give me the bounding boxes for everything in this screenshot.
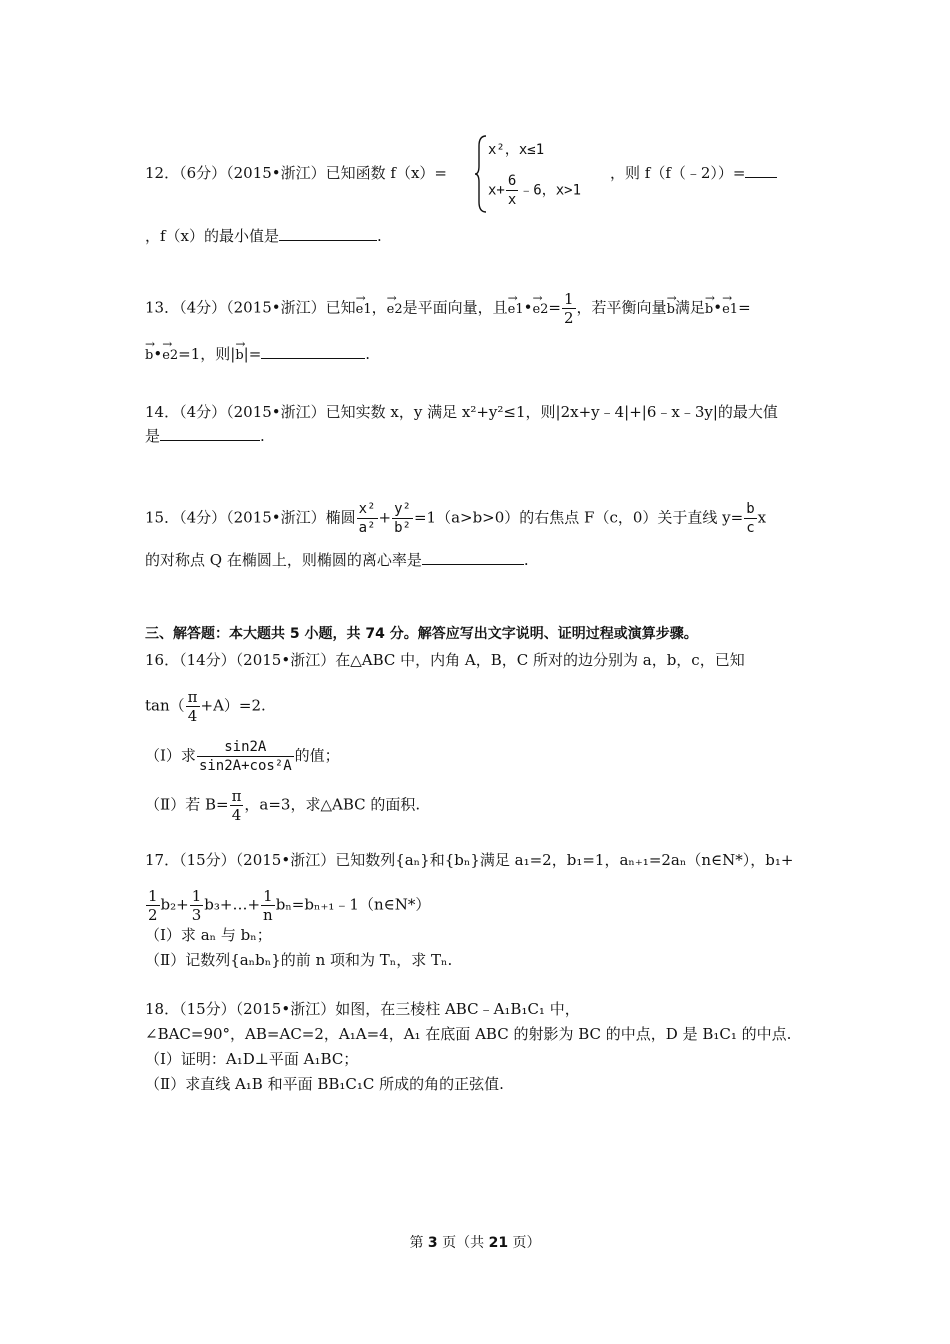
vector-e1: → e1 [356, 294, 372, 320]
vector-b: → b [667, 294, 675, 320]
q18-line1: 18．（15分）（2015•浙江）如图，在三棱柱 ABC﹣A₁B₁C₁ 中， [145, 1000, 580, 1018]
q15-frac-x: $\frac{\text{x²}}{\text{a²}}$ [358, 501, 376, 536]
left-brace-icon [474, 134, 488, 214]
q12-case1: x²，x≤1 [488, 142, 545, 158]
q17-frac-half: $\frac{1}{2}$ [148, 887, 158, 924]
q17-part2: （Ⅱ）记数列{aₙbₙ}的前 n 项和为 Tₙ，求 Tₙ. [145, 951, 453, 969]
q12-case2: x+ $\frac{6}{x}$ ﹣6，x>1 [488, 173, 582, 208]
section-heading: 三、解答题：本大题共 5 小题，共 74 分。解答应写出文字说明、证明过程或演算步骤。 [145, 626, 698, 642]
vector-e2: → e2 [387, 294, 403, 320]
q16-line1: 16．（14分）（2015•浙江）在△ABC 中，内角 A，B，C 所对的边分别为 a，b，c，已知 [145, 651, 745, 669]
answer-blank[interactable] [422, 550, 524, 565]
page-number: 3 [427, 1235, 438, 1251]
q15-line1: 15．（4分）（2015•浙江）椭圆 $\frac{\text{x²}}{\text{a²}}$ + $\frac{\text{y²}}{\text{b²}}$ =1（a>b>0）的右焦点 F（c，0）关于直线 y= $\frac{b}{c}$ x [145, 501, 767, 536]
q16-frac-pi4: $\frac{\pi}{4}$ [187, 688, 198, 725]
q13-line2: → b•→ e2=1，则|→ b|= . [145, 340, 370, 366]
q16-part2: （Ⅱ）若 B= $\frac{\pi}{4}$ ，a=3，求△ABC 的面积. [145, 787, 421, 824]
q15-line2: 的对称点 Q 在椭圆上，则椭圆的离心率是 . [145, 551, 529, 569]
q12-tail: ，则 f（f（﹣2））= [610, 163, 777, 183]
q13-half: $\frac{1}{2}$ [564, 290, 574, 327]
q18-part1: （Ⅰ）证明：A₁D⊥平面 A₁BC； [145, 1050, 359, 1068]
page-total: 21 [488, 1235, 509, 1251]
q17-frac-n: $\frac{1}{n}$ [263, 887, 273, 924]
q18-part2: （Ⅱ）求直线 A₁B 和平面 BB₁C₁C 所成的角的正弦值. [145, 1075, 504, 1093]
q15-frac-bc: $\frac{b}{c}$ [746, 501, 755, 536]
q12-brace [474, 134, 488, 218]
q16-frac-sin: $\frac{\sin 2A}{\text{sin2A+cos²A}}$ [198, 739, 292, 774]
q17-line2: $\frac{1}{2}$ b₂+ $\frac{1}{3}$ b₃+…+ $\frac{1}{n}$ bₙ=bₙ₊₁﹣1（n∈N*） [148, 887, 431, 924]
page-footer: 第 3 页（共 21 页） [409, 1235, 541, 1251]
q17-line1: 17．（15分）（2015•浙江）已知数列{aₙ}和{bₙ}满足 a₁=2，b₁=1，aₙ₊₁=2aₙ（n∈N*），b₁+ [145, 851, 794, 869]
q17-frac-third: $\frac{1}{3}$ [191, 887, 202, 924]
q12-line2: ，f（x）的最小值是 . [145, 227, 382, 245]
q13-line1: 13．（4分）（2015•浙江）已知→ e1，→ e2是平面向量，且→ e1•→ e2= $\frac{1}{2}$ ，若平衡向量→ b满足→ b•→ e1= [145, 290, 751, 327]
q16-frac-pi4-b: $\frac{\pi}{4}$ [231, 787, 242, 824]
q16-part1: （Ⅰ）求 $\frac{\sin 2A}{\text{sin2A+cos²A}}$ 的值； [145, 739, 340, 774]
answer-blank[interactable] [745, 163, 777, 178]
answer-blank[interactable] [261, 344, 365, 359]
q12-line1 [145, 163, 447, 183]
q18-line2: ∠BAC=90°，AB=AC=2，A₁A=4，A₁ 在底面 ABC 的射影为 BC 的中点，D 是 B₁C₁ 的中点. [145, 1025, 792, 1043]
q15-frac-y: $\frac{\text{y²}}{\text{b²}}$ [394, 501, 411, 536]
answer-blank[interactable] [160, 426, 260, 441]
q16-tan: tan（ $\frac{\pi}{4}$ +A）=2. [145, 688, 266, 725]
q14-line2: 是 . [145, 427, 265, 445]
q17-part1: （Ⅰ）求 aₙ 与 bₙ； [145, 926, 272, 944]
q14-line1: 14．（4分）（2015•浙江）已知实数 x，y 满足 x²+y²≤1，则|2x+y﹣4|+|6﹣x﹣3y|的最大值 [145, 403, 778, 421]
q12-prefix: 12．（6分）（2015•浙江）已知函数 f（x）= [145, 164, 448, 182]
q12-frac: $\frac{6}{x}$ [507, 173, 517, 208]
answer-blank[interactable] [279, 226, 377, 241]
